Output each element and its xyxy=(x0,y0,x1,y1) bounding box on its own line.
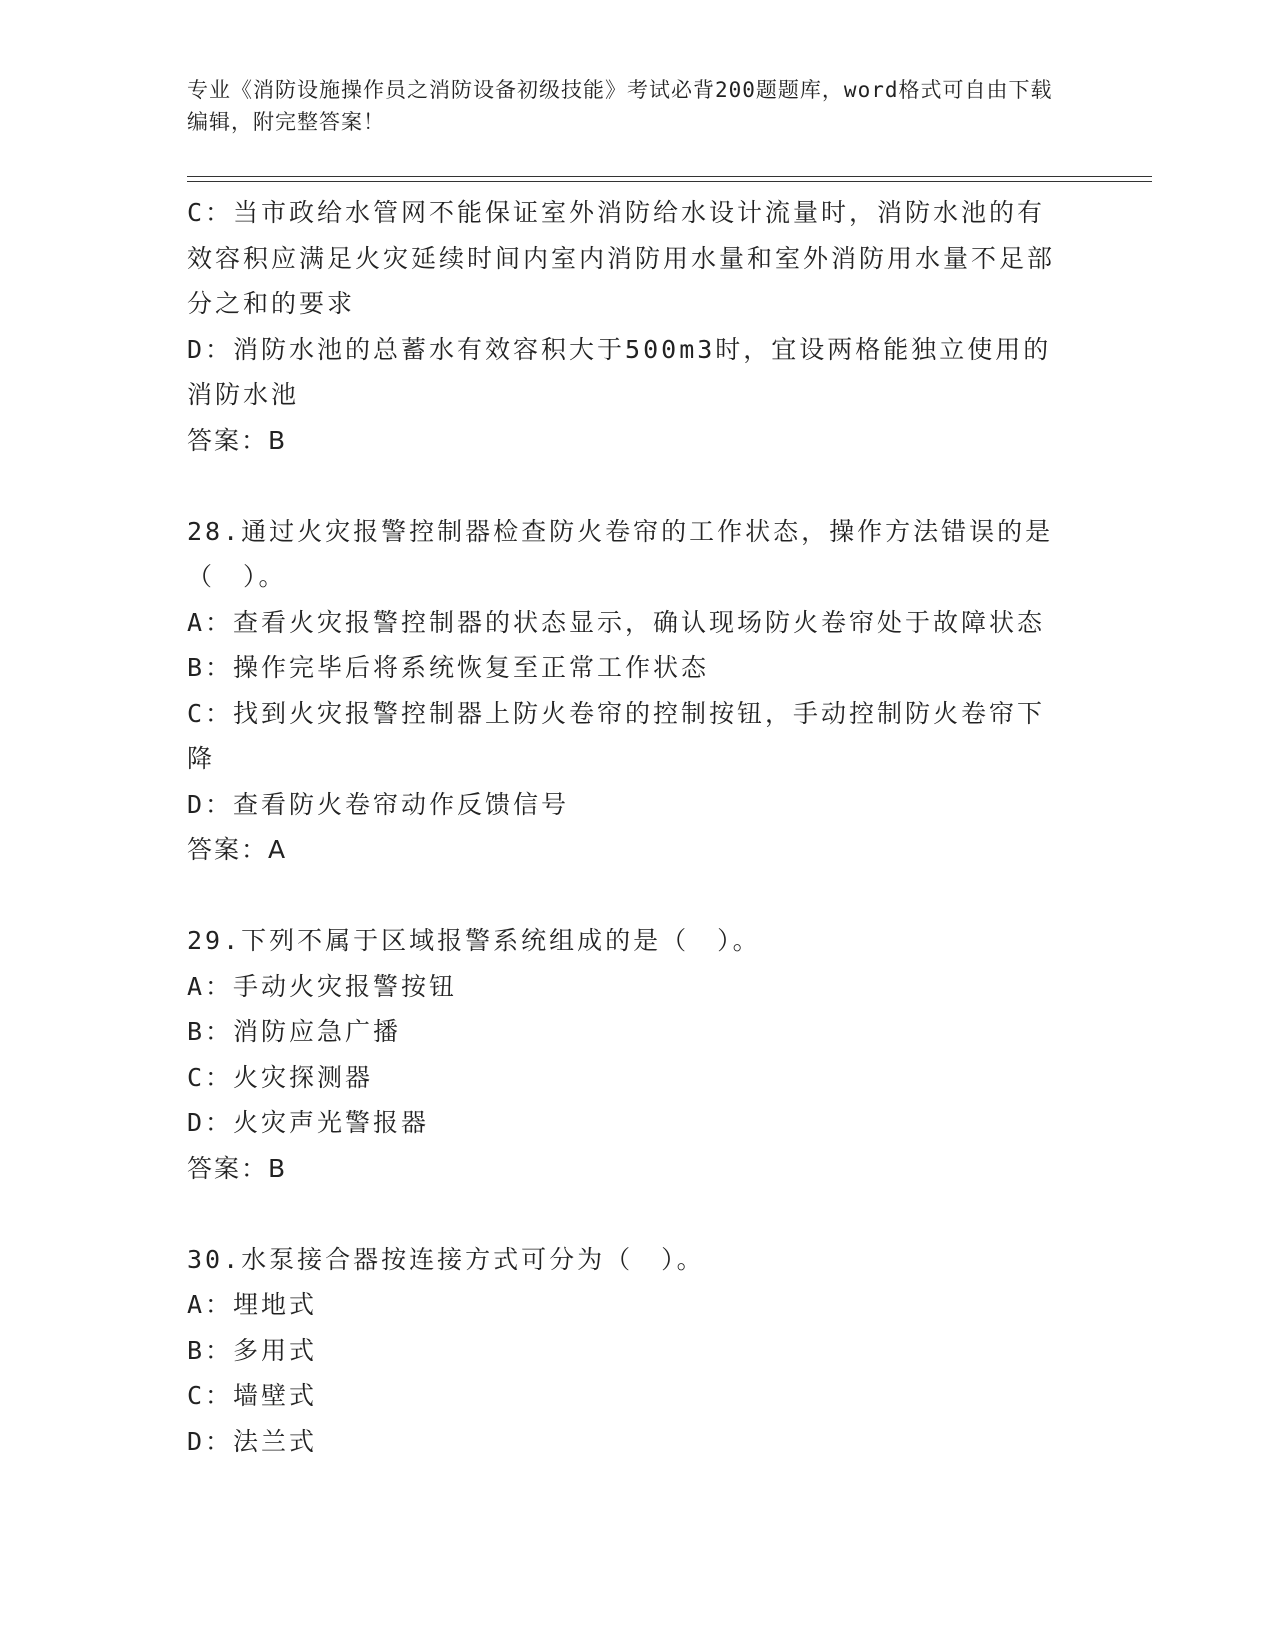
option-c: C：找到火灾报警控制器上防火卷帘的控制按钮，手动控制防火卷帘下降 xyxy=(187,698,1046,773)
option-b: B：操作完毕后将系统恢复至正常工作状态 xyxy=(187,653,710,682)
question-stem: 28.通过火灾报警控制器检查防火卷帘的工作状态，操作方法错误的是（ ）。 xyxy=(187,516,1054,591)
option-c: C：火灾探测器 xyxy=(187,1062,374,1092)
question-29 xyxy=(187,918,1067,1191)
option-a: A：埋地式 xyxy=(187,1290,318,1319)
option-c: C：墙壁式 xyxy=(187,1381,318,1410)
option-b: B：消防应急广播 xyxy=(187,1017,402,1046)
question-30 xyxy=(187,1237,1067,1465)
option-d: D：消防水池的总蓄水有效容积大于500m3时，宜设两格能独立使用的消防水池 xyxy=(187,334,1052,409)
answer: 答案：B xyxy=(187,1153,288,1183)
question-27-continued xyxy=(187,190,1067,463)
document-header xyxy=(187,74,1067,138)
option-d: D：火灾声光警报器 xyxy=(187,1108,430,1137)
header-text: 专业《消防设施操作员之消防设备初级技能》考试必背200题题库，word格式可自由下载编辑，附完整答案！ xyxy=(187,78,1053,134)
option-d: D：查看防火卷帘动作反馈信号 xyxy=(187,789,570,819)
option-c: C：当市政给水管网不能保证室外消防给水设计流量时，消防水池的有效容积应满足火灾延续时间内室内消防用水量和室外消防用水量不足部分之和的要求 xyxy=(187,198,1056,318)
question-28 xyxy=(187,509,1067,873)
option-d: D：法兰式 xyxy=(187,1426,318,1456)
option-b: B：多用式 xyxy=(187,1335,318,1365)
option-a: A：手动火灾报警按钮 xyxy=(187,971,458,1001)
header-divider-top xyxy=(187,176,1152,177)
document-body xyxy=(187,190,1067,1464)
answer: 答案：A xyxy=(187,835,288,864)
question-stem: 29.下列不属于区域报警系统组成的是（ ）。 xyxy=(187,926,761,955)
answer: 答案：B xyxy=(187,425,288,455)
question-stem: 30.水泵接合器按连接方式可分为（ ）。 xyxy=(187,1244,705,1274)
header-divider-bottom xyxy=(187,181,1152,182)
option-a: A：查看火灾报警控制器的状态显示，确认现场防火卷帘处于故障状态 xyxy=(187,607,1046,637)
